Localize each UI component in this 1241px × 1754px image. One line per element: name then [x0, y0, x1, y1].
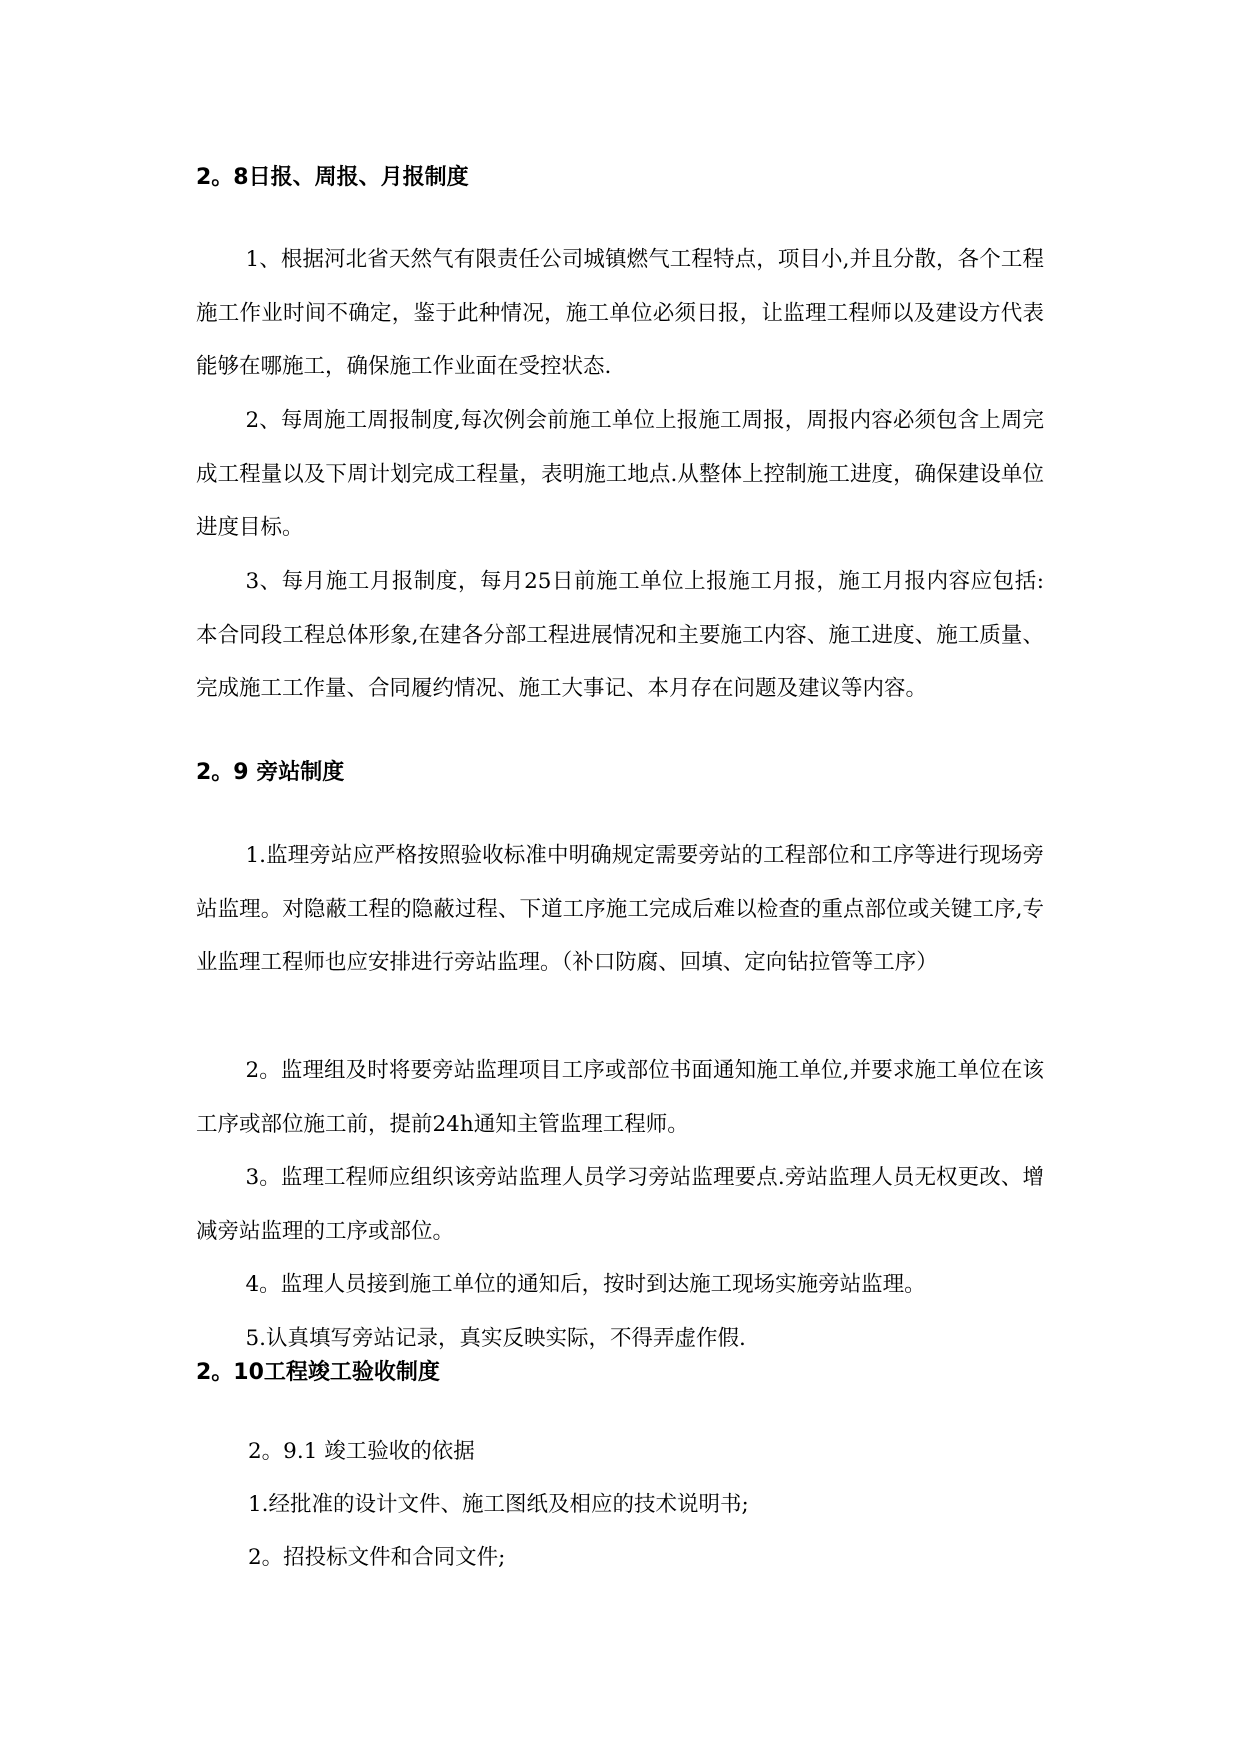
text-line-2-9-1: 2。9.1 竣工验收的依据	[248, 1439, 475, 1464]
section-heading-2-8: 2。8日报、周报、月报制度	[196, 165, 469, 190]
text-line-basis-1: 1.经批准的设计文件、施工图纸及相应的技术说明书;	[248, 1492, 749, 1517]
text-line-basis-2: 2。招投标文件和合同文件;	[248, 1545, 506, 1570]
paragraph-2-9-2: 2。监理组及时将要旁站监理项目工序或部位书面通知施工单位,并要求施工单位在该工序或部位施工前，提前24h通知主管监理工程师。	[196, 1058, 1044, 1137]
paragraph-2-8-3: 3、每月施工月报制度，每月25日前施工单位上报施工月报，施工月报内容应包括:本合同段工程总体形象,在建各分部工程进展情况和主要施工内容、施工进度、施工质量、完成施工工作量、合同履约情况、施工大事记、本月存在问题及建议等内容。	[196, 569, 1044, 701]
paragraph-2-8-1: 1、根据河北省天然气有限责任公司城镇燃气工程特点，项目小,并且分散，各个工程施工作业时间不确定，鉴于此种情况，施工单位必须日报，让监理工程师以及建设方代表能够在哪施工，确保施工作业面在受控状态.	[196, 247, 1044, 379]
section-heading-2-9: 2。9 旁站制度	[196, 760, 345, 785]
paragraph-2-8-2: 2、每周施工周报制度,每次例会前施工单位上报施工周报，周报内容必须包含上周完成工程量以及下周计划完成工程量，表明施工地点.从整体上控制施工进度，确保建设单位进度目标。	[196, 408, 1044, 540]
paragraph-2-9-5: 5.认真填写旁站记录，真实反映实际，不得弄虚作假.	[245, 1326, 746, 1351]
paragraph-2-9-1: 1.监理旁站应严格按照验收标准中明确规定需要旁站的工程部位和工序等进行现场旁站监理。对隐蔽工程的隐蔽过程、下道工序施工完成后难以检查的重点部位或关键工序,专业监理工程师也应安排进行旁站监理。（补口防腐、回填、定向钻拉管等工序）	[196, 843, 1044, 975]
section-heading-2-10: 2。10工程竣工验收制度	[196, 1360, 440, 1385]
paragraph-2-9-4: 4。监理人员接到施工单位的通知后，按时到达施工现场实施旁站监理。	[245, 1272, 926, 1297]
paragraph-2-9-3: 3。监理工程师应组织该旁站监理人员学习旁站监理要点.旁站监理人员无权更改、增减旁站监理的工序或部位。	[196, 1165, 1044, 1244]
